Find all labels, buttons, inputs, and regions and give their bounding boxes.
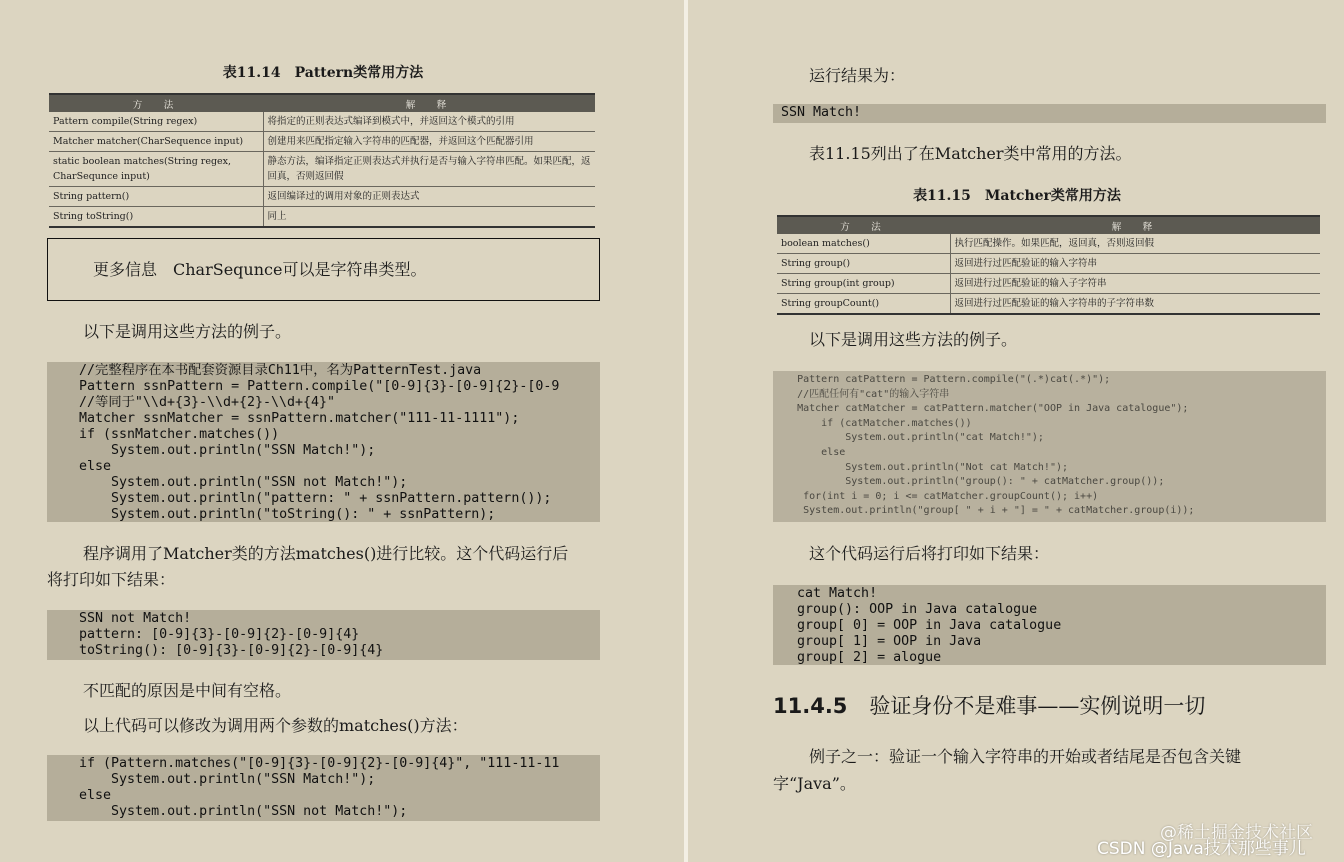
method-cell: String toString() xyxy=(49,207,263,228)
section-title: 验证身份不是难事——实例说明一切 xyxy=(869,694,1206,718)
section-heading xyxy=(773,690,1205,720)
watermark-csdn: CSDN @Java技术那些事儿 xyxy=(1097,839,1306,859)
explanation-cell: 静态方法，编译指定正则表达式并执行是否与输入字符串匹配。如果匹配，返回真，否则返回假 xyxy=(263,152,595,187)
paragraph: 以上代码可以修改为调用两个参数的matches()方法： xyxy=(83,716,468,735)
paragraph: 表11.15列出了在Matcher类中常用的方法。 xyxy=(809,144,1132,163)
table-caption-11-15: 表11.15 Matcher类常用方法 xyxy=(913,188,1121,204)
code-output-block: SSN Match! xyxy=(773,104,1326,123)
explanation-cell: 同上 xyxy=(263,207,595,228)
table-row xyxy=(49,112,595,132)
paragraph: 不匹配的原因是中间有空格。 xyxy=(83,681,292,700)
explanation-cell: 返回编译过的调用对象的正则表达式 xyxy=(263,187,595,207)
pattern-methods-table xyxy=(49,93,595,228)
paragraph: 字“Java”。 xyxy=(773,774,856,793)
code-block: if (Pattern.matches("[0-9]{3}-[0-9]{2}-[0-9]{4}", "111-11-11 System.out.println("SSN Match!"); else System.out.println("SSN not Match!"); xyxy=(47,755,600,821)
watermark-juejin: @稀土掘金技术社区 xyxy=(1160,823,1313,843)
paragraph: 以下是调用这些方法的例子。 xyxy=(809,330,1018,349)
table-row xyxy=(777,294,1320,315)
paragraph: 将打印如下结果： xyxy=(47,570,176,589)
explanation-cell: 返回进行过匹配验证的输入子字符串 xyxy=(950,274,1320,294)
method-cell: String groupCount() xyxy=(777,294,950,315)
table-header-explanation: 解 释 xyxy=(950,216,1320,234)
matcher-methods-table xyxy=(777,215,1320,315)
code-block: Pattern catPattern = Pattern.compile("(.*)cat(.*)"); //匹配任何有"cat"的输入字符串 Matcher catMatcher = catPattern.matcher("OOP in Java catalogue"); if (catMatcher.matches()) System.out.println("cat Match!"); else System.out.println("Not cat Match!"); System.out.println("group(): " + catMatcher.group()); for(int i = 0; i <= catMatcher.groupCount(); i++) System.out.println("group[ " + i + "] = " + catMatcher.group(i)); xyxy=(773,371,1326,522)
method-cell: static boolean matches(String regex, CharSequnce input) xyxy=(49,152,263,187)
explanation-cell: 返回进行过匹配验证的输入字符串的子字符串数 xyxy=(950,294,1320,315)
table-row xyxy=(49,207,595,228)
method-cell: boolean matches() xyxy=(777,234,950,254)
table-header-method: 方 法 xyxy=(49,94,263,112)
explanation-cell: 执行匹配操作。如果匹配，返回真，否则返回假 xyxy=(950,234,1320,254)
table-header-method: 方 法 xyxy=(777,216,950,234)
table-row xyxy=(49,187,595,207)
method-cell: Pattern compile(String regex) xyxy=(49,112,263,132)
table-caption-11-14: 表11.14 Pattern类常用方法 xyxy=(222,65,424,81)
more-info-note: 更多信息 CharSequnce可以是字符串类型。 xyxy=(47,238,600,301)
table-row xyxy=(49,152,595,187)
table-row xyxy=(777,274,1320,294)
explanation-cell: 返回进行过匹配验证的输入字符串 xyxy=(950,254,1320,274)
right-page xyxy=(688,0,1344,862)
table-header-explanation: 解 释 xyxy=(263,94,595,112)
table-row xyxy=(777,234,1320,254)
paragraph: 这个代码运行后将打印如下结果： xyxy=(809,544,1050,563)
paragraph: 例子之一：验证一个输入字符串的开始或者结尾是否包含关键 xyxy=(809,747,1242,766)
table-row xyxy=(777,254,1320,274)
explanation-cell: 创建用来匹配指定输入字符串的匹配器，并返回这个匹配器引用 xyxy=(263,132,595,152)
paragraph: 运行结果为： xyxy=(809,66,906,85)
section-number: 11.4.5 xyxy=(773,694,848,718)
explanation-cell: 将指定的正则表达式编译到模式中，并返回这个模式的引用 xyxy=(263,112,595,132)
method-cell: String group(int group) xyxy=(777,274,950,294)
method-cell: String group() xyxy=(777,254,950,274)
code-output-block: cat Match! group(): OOP in Java catalogue group[ 0] = OOP in Java catalogue group[ 1] = OOP in Java group[ 2] = alogue xyxy=(773,585,1326,665)
code-block: //完整程序在本书配套资源目录Ch11中，名为PatternTest.java Pattern ssnPattern = Pattern.compile("[0-9]{3}-[0-9]{2}-[0-9 //等同于"\\d+{3}-\\d+{2}-\\d+{4}" Matcher ssnMatcher = ssnPattern.matcher("111-11-1111"); if (ssnMatcher.matches()) System.out.println("SSN Match!"); else System.out.println("SSN not Match!"); System.out.println("pattern: " + ssnPattern.pattern()); System.out.println("toString(): " + ssnPattern); xyxy=(47,362,600,522)
table-row xyxy=(49,132,595,152)
paragraph: 以下是调用这些方法的例子。 xyxy=(83,322,292,341)
paragraph: 程序调用了Matcher类的方法matches()进行比较。这个代码运行后 xyxy=(83,544,569,563)
code-output-block: SSN not Match! pattern: [0-9]{3}-[0-9]{2}-[0-9]{4} toString(): [0-9]{3}-[0-9]{2}-[0-9]{4} xyxy=(47,610,600,660)
method-cell: Matcher matcher(CharSequence input) xyxy=(49,132,263,152)
method-cell: String pattern() xyxy=(49,187,263,207)
